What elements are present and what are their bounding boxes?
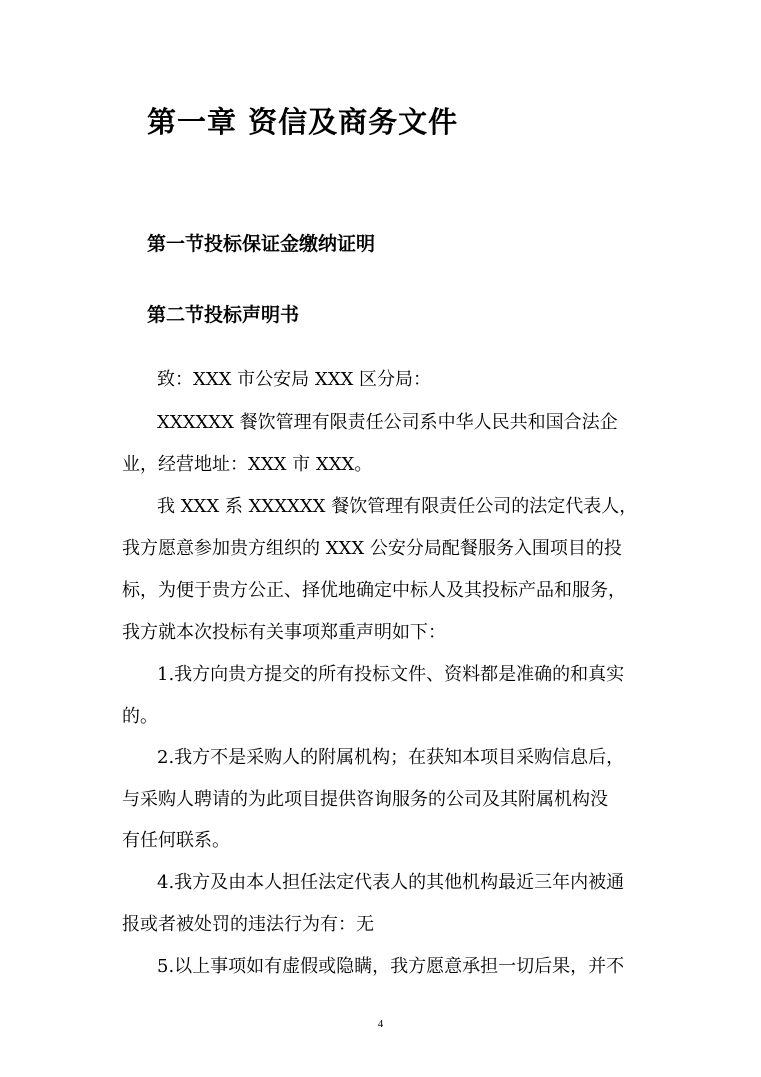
clause-4-line: 4.我方及由本人担任法定代表人的其他机构最近三年内被通 (157, 872, 625, 893)
clause-2-line: 有任何联系。 (122, 830, 230, 851)
clause-4-line: 报或者被处罚的违法行为有：无 (122, 914, 374, 935)
chapter-title: 第一章 资信及商务文件 (147, 105, 459, 139)
page-number: 4 (377, 1018, 384, 1030)
body-line: 我方愿意参加贵方组织的 XXX 公安分局配餐服务入围项目的投 (122, 538, 622, 559)
body-line: XXXXXX 餐饮管理有限责任公司系中华人民共和国合法企 (157, 412, 618, 433)
body-line: 标，为便于贵方公正、择优地确定中标人及其投标产品和服务， (122, 580, 626, 601)
clause-2-line: 与采购人聘请的为此项目提供咨询服务的公司及其附属机构没 (122, 789, 608, 810)
body-line: 业，经营地址：XXX 市 XXX。 (122, 454, 373, 475)
clause-5-line: 5.以上事项如有虚假或隐瞒，我方愿意承担一切后果，并不 (157, 956, 625, 977)
section-title-deposit: 第一节投标保证金缴纳证明 (147, 233, 376, 255)
clause-2-line: 2.我方不是采购人的附属机构；在获知本项目采购信息后， (157, 747, 625, 768)
body-line: 我方就本次投标有关事项郑重声明如下： (122, 622, 446, 643)
body-line: 我 XXX 系 XXXXXX 餐饮管理有限责任公司的法定代表人， (157, 496, 638, 517)
section-title-declaration: 第二节投标声明书 (147, 304, 300, 326)
clause-1-line: 1.我方向贵方提交的所有投标文件、资料都是准确的和真实 (157, 664, 625, 685)
clause-1-line: 的。 (122, 706, 158, 727)
salutation-line: 致：XXX 市公安局 XXX 区分局： (157, 369, 432, 390)
